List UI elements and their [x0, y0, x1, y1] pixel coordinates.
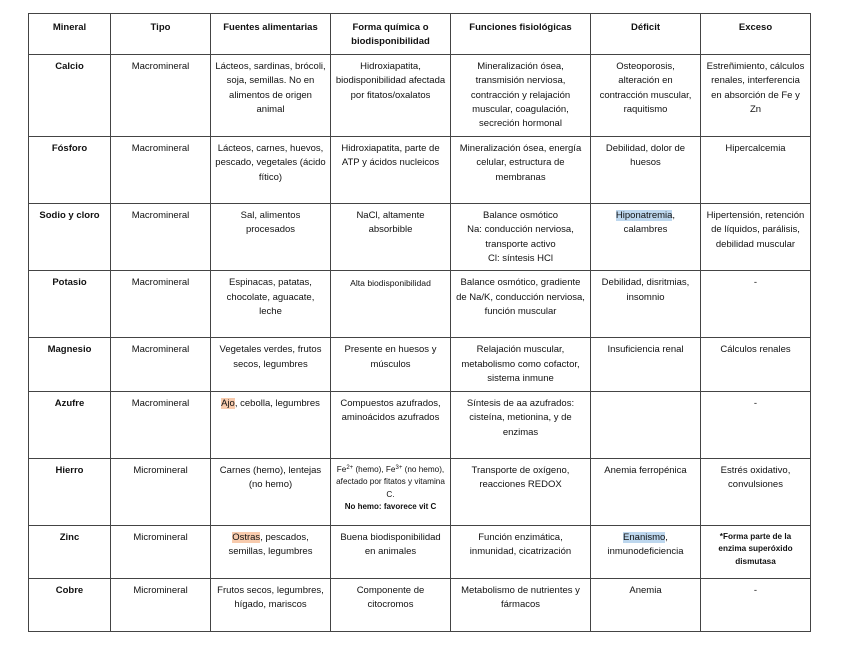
tipo-cell: Micromineral [111, 458, 211, 525]
exceso-cell: *Forma parte de la enzima superóxido dismutasa [701, 525, 811, 578]
funciones-cell: Mineralización ósea, transmisión nerviosa, contracción y relajación muscular, coagulación, secreción hormonal [451, 54, 591, 136]
fuentes-cell [211, 525, 331, 578]
fuentes-cell: Lácteos, sardinas, brócoli, soja, semillas. No en alimentos de origen animal [211, 54, 331, 136]
mineral-cell: Fósforo [29, 136, 111, 203]
deficit-cell [591, 391, 701, 458]
forma-charge: 2+ [346, 464, 354, 471]
forma-hemo: (hemo), Fe [353, 464, 396, 474]
deficit-text: , calambres [623, 209, 676, 236]
forma-text: Alta biodisponibilidad [350, 278, 431, 289]
mineral-cell: Cobre [29, 578, 111, 631]
forma-cell: NaCl, altamente absorbible [331, 203, 451, 271]
exceso-cell: Estrés oxidativo, convulsiones [701, 458, 811, 525]
fuentes-text: , pescados, semillas, legumbres [228, 531, 313, 558]
mineral-cell: Azufre [29, 391, 111, 458]
header-forma: Forma química o biodisponibilidad [331, 14, 451, 55]
tipo-cell: Micromineral [111, 578, 211, 631]
deficit-cell [591, 525, 701, 578]
header-exceso: Exceso [701, 14, 811, 55]
forma-cell: Hidroxiapatita, parte de ATP y ácidos nucleicos [331, 136, 451, 203]
fuentes-cell: Espinacas, patatas, chocolate, aguacate, leche [211, 271, 331, 338]
deficit-cell: Debilidad, disritmias, insomnio [591, 271, 701, 338]
funciones-line: Balance osmótico [483, 209, 558, 221]
forma-text: (no hemo), afectado por fitatos y vitamina C. [336, 464, 445, 499]
forma-charge: 3+ [395, 464, 403, 471]
table-row [29, 338, 811, 391]
table-row [29, 136, 811, 203]
forma-cell: Buena biodisponibilidad en animales [331, 525, 451, 578]
header-deficit: Déficit [591, 14, 701, 55]
tipo-cell: Micromineral [111, 525, 211, 578]
fuentes-cell: Lácteos, carnes, huevos, pescado, vegetales (ácido fítico) [211, 136, 331, 203]
tipo-cell: Macromineral [111, 54, 211, 136]
tipo-cell: Macromineral [111, 338, 211, 391]
funciones-cell: Metabolismo de nutrientes y fármacos [451, 578, 591, 631]
funciones-cell: Relajación muscular, metabolismo como cofactor, sistema inmune [451, 338, 591, 391]
exceso-cell: Estreñimiento, cálculos renales, interferencia en absorción de Fe y Zn [701, 54, 811, 136]
table-row [29, 525, 811, 578]
exceso-cell: - [701, 271, 811, 338]
mineral-cell: Sodio y cloro [29, 203, 111, 271]
funciones-line: Na: conducción nerviosa, transporte activo [467, 224, 574, 250]
deficit-cell [591, 203, 701, 271]
mineral-cell: Zinc [29, 525, 111, 578]
deficit-cell: Debilidad, dolor de huesos [591, 136, 701, 203]
fuentes-cell [211, 391, 331, 458]
funciones-cell: Síntesis de aa azufrados: cisteína, metionina, y de enzimas [451, 391, 591, 458]
forma-cell: Componente de citocromos [331, 578, 451, 631]
deficit-cell: Osteoporosis, alteración en contracción muscular, raquitismo [591, 54, 701, 136]
mineral-cell: Magnesio [29, 338, 111, 391]
fuentes-cell: Sal, alimentos procesados [211, 203, 331, 271]
fuentes-cell: Frutos secos, legumbres, hígado, mariscos [211, 578, 331, 631]
exceso-cell: - [701, 391, 811, 458]
tipo-cell: Macromineral [111, 203, 211, 271]
tipo-cell: Macromineral [111, 391, 211, 458]
funciones-cell: Función enzimática, inmunidad, cicatrización [451, 525, 591, 578]
header-mineral: Mineral [29, 14, 111, 55]
funciones-cell: Transporte de oxígeno, reacciones REDOX [451, 458, 591, 525]
funciones-cell [451, 203, 591, 271]
header-fuentes: Fuentes alimentarias [211, 14, 331, 55]
table-row [29, 271, 811, 338]
tipo-cell: Macromineral [111, 136, 211, 203]
exceso-cell: Hipercalcemia [701, 136, 811, 203]
funciones-cell: Mineralización ósea, energía celular, estructura de membranas [451, 136, 591, 203]
tipo-cell: Macromineral [111, 271, 211, 338]
exceso-cell: Cálculos renales [701, 338, 811, 391]
table-row [29, 578, 811, 631]
forma-fe: Fe [336, 464, 347, 474]
mineral-cell: Calcio [29, 54, 111, 136]
exceso-cell: - [701, 578, 811, 631]
forma-cell: Hidroxiapatita, biodisponibilidad afectada por fitatos/oxalatos [331, 54, 451, 136]
fuentes-cell: Vegetales verdes, frutos secos, legumbres [211, 338, 331, 391]
exceso-cell: Hipertensión, retención de líquidos, parálisis, debilidad muscular [701, 203, 811, 271]
header-funciones: Funciones fisiológicas [451, 14, 591, 55]
mineral-cell: Hierro [29, 458, 111, 525]
highlighted-term: Enanismo [623, 531, 666, 543]
highlighted-term: Ajo [221, 397, 235, 409]
highlighted-term: Hiponatremia [615, 209, 673, 221]
minerals-table [28, 13, 811, 632]
header-tipo: Tipo [111, 14, 211, 55]
table-row [29, 391, 811, 458]
table-row [29, 203, 811, 271]
table-row [29, 458, 811, 525]
funciones-line: Cl: síntesis HCl [488, 253, 553, 265]
table-row [29, 54, 811, 136]
deficit-cell: Insuficiencia renal [591, 338, 701, 391]
forma-cell [331, 271, 451, 338]
table-header-row [29, 14, 811, 55]
fuentes-cell: Carnes (hemo), lentejas (no hemo) [211, 458, 331, 525]
fuentes-text: , cebolla, legumbres [234, 397, 320, 409]
deficit-cell: Anemia [591, 578, 701, 631]
funciones-cell: Balance osmótico, gradiente de Na/K, conducción nerviosa, función muscular [451, 271, 591, 338]
forma-note: No hemo: favorece vit C [344, 502, 437, 512]
deficit-cell: Anemia ferropénica [591, 458, 701, 525]
highlighted-term: Ostras [232, 531, 261, 543]
forma-cell: Compuestos azufrados, aminoácidos azufrados [331, 391, 451, 458]
deficit-text: , inmunodeficiencia [607, 531, 684, 558]
forma-cell: Presente en huesos y músculos [331, 338, 451, 391]
forma-cell [331, 458, 451, 525]
mineral-cell: Potasio [29, 271, 111, 338]
